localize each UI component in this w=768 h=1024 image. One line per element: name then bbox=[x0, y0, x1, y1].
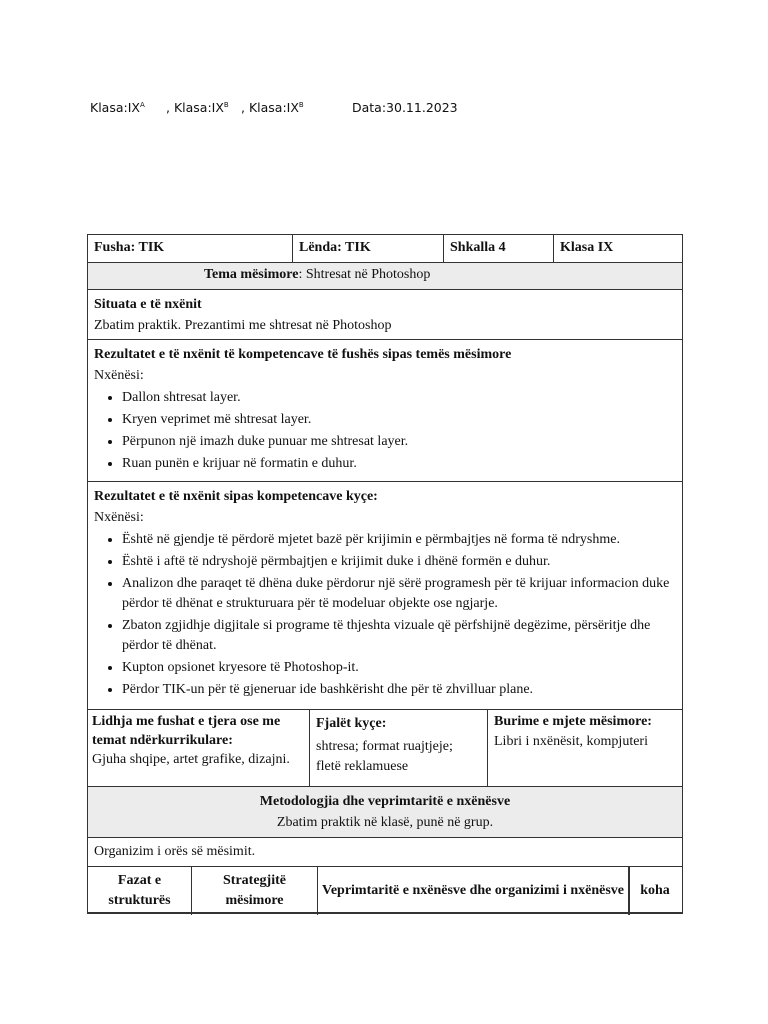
list-item: • Është në gjendje të përdorë mjetet bazë për krijimin e përmbajtjes në forma të ndryshme. bbox=[122, 530, 676, 550]
burime-title: Burime e mjete mësimore: bbox=[494, 714, 652, 729]
tema-label: Tema mësimore bbox=[204, 267, 299, 282]
cell-shkalla: Shkalla 4 bbox=[444, 235, 554, 262]
header-line bbox=[90, 100, 145, 115]
list-item: • Është i aftë të ndryshojë përmbajtjen e krijimit duke i dhënë formën e duhur. bbox=[122, 552, 676, 572]
fjalet-title: Fjalët kyçe: bbox=[316, 716, 387, 731]
list-item: • Përdor TIK-un për të gjeneruar ide bashkërisht dhe për të zhvilluar plane. bbox=[122, 680, 676, 700]
klasa-3-sup: B bbox=[298, 100, 304, 109]
fjalet-text: shtresa; format ruajtjeje; fletë reklamuese bbox=[316, 739, 453, 774]
list-item: • Analizon dhe paraqet të dhëna duke përdorur një sërë programesh për të krijuar informacion duke përdor të dhënat e strukturuara për të modeluar objekte ose ngjarje. bbox=[122, 574, 676, 614]
rez-fushe-title: Rezultatet e të nxënit të kompetencave të fushës sipas temës mësimore bbox=[94, 347, 512, 362]
rez-kyce-intro: Nxënësi: bbox=[94, 510, 144, 525]
phases-header bbox=[88, 866, 682, 915]
burime-text: Libri i nxënësit, kompjuteri bbox=[494, 734, 648, 749]
row-lidhja bbox=[88, 710, 682, 787]
cell-fusha: Fusha: TIK bbox=[88, 235, 293, 262]
row-rezultatet-fushe bbox=[88, 340, 682, 482]
list-item: • Ruan punën e krijuar në formatin e duhur. bbox=[122, 453, 676, 474]
cell-klasa: Klasa IX bbox=[560, 240, 614, 255]
klasa-1-sup: A bbox=[139, 100, 145, 109]
tema-value: : Shtresat në Photoshop bbox=[298, 267, 431, 282]
date: Data:30.11.2023 bbox=[352, 100, 458, 115]
organizim-text: Organizim i orës së mësimit. bbox=[94, 844, 256, 859]
klasa-3-wrap bbox=[241, 100, 304, 115]
klasa-2-sup: B bbox=[223, 100, 229, 109]
row-tema bbox=[88, 263, 682, 290]
rez-fushe-intro: Nxënësi: bbox=[94, 368, 144, 383]
klasa-2: , Klasa:IX bbox=[166, 100, 224, 115]
situata-text: Zbatim praktik. Prezantimi me shtresat në Photoshop bbox=[94, 318, 392, 333]
row-rezultatet-kyce bbox=[88, 482, 682, 710]
list-item: • Përpunon një imazh duke punuar me shtresat layer. bbox=[122, 431, 676, 452]
metodologjia-title: Metodologjia dhe veprimtaritë e nxënësve bbox=[259, 794, 511, 809]
rez-kyce-title: Rezultatet e të nxënit sipas kompetencave kyçe: bbox=[94, 489, 378, 504]
cell-burime bbox=[488, 710, 682, 786]
col-veprimtarite: Veprimtaritë e nxënësve dhe organizimi i nxënësve bbox=[318, 867, 630, 915]
rez-kyce-list bbox=[94, 530, 676, 700]
situata-title: Situata e të nxënit bbox=[94, 297, 202, 312]
col-fazat: Fazat e strukturës bbox=[88, 867, 192, 915]
list-item: • Kupton opsionet kryesore të Photoshop-it. bbox=[122, 658, 676, 678]
row-metodologjia bbox=[88, 787, 682, 838]
lesson-plan-table bbox=[87, 234, 683, 914]
row-organizim bbox=[88, 838, 682, 914]
list-item: • Kryen veprimet më shtresat layer. bbox=[122, 409, 676, 430]
cell-fjalet bbox=[310, 710, 488, 786]
col-strategjite: Strategjitë mësimore bbox=[192, 867, 318, 915]
cell-lidhja bbox=[88, 710, 310, 786]
col-koha: koha bbox=[640, 883, 670, 898]
klasa-1: Klasa:IX bbox=[90, 100, 140, 115]
klasa-2-wrap bbox=[166, 100, 229, 115]
row-situata bbox=[88, 290, 682, 340]
rez-fushe-list bbox=[94, 387, 676, 474]
cell-lenda: Lënda: TIK bbox=[293, 235, 444, 262]
metodologjia-text: Zbatim praktik në klasë, punë në grup. bbox=[276, 815, 494, 830]
lidhja-text: Gjuha shqipe, artet grafike, dizajni. bbox=[92, 752, 290, 767]
klasa-3: , Klasa:IX bbox=[241, 100, 299, 115]
lidhja-title: Lidhja me fushat e tjera ose me temat ndërkurrikulare: bbox=[92, 714, 281, 748]
list-item: • Zbaton zgjidhje digjitale si programe të thjeshta vizuale që përfshijnë degëzime, përsëritje dhe përdor të dhënat. bbox=[122, 616, 676, 656]
list-item: • Dallon shtresat layer. bbox=[122, 387, 676, 408]
row-subject bbox=[88, 235, 682, 263]
